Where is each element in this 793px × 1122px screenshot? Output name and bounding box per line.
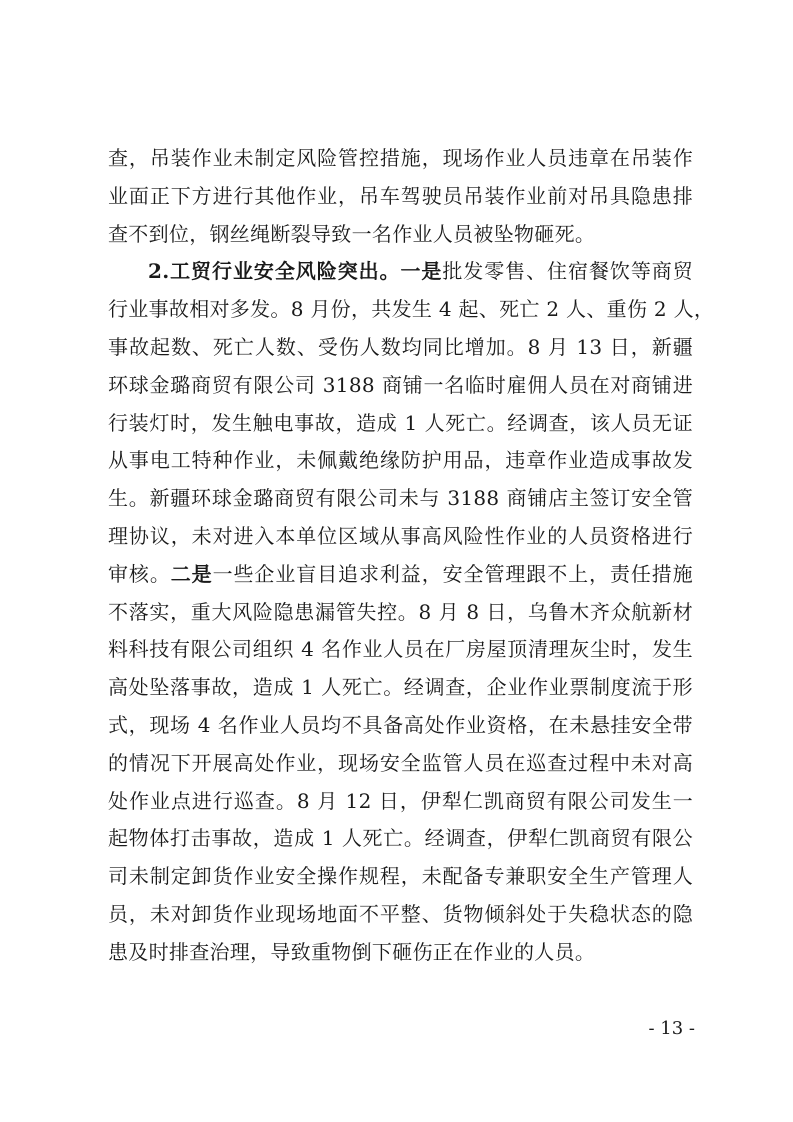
text-line: 处作业点进行巡查。8 月 12 日，伊犁仁凯商贸有限公司发生一 [108,788,693,813]
paragraph-2 [108,253,715,971]
text-line: 从事电工特种作业，未佩戴绝缘防护用品，违章作业造成事故发 [108,448,693,473]
text-line: 行业事故相对多发。8 月份，共发生 4 起、死亡 2 人、重伤 2 人， [108,297,715,322]
paragraph-1 [108,140,693,253]
text-line: 查不到位，钢丝绳断裂导致一名作业人员被坠物砸死。 [108,221,596,246]
section-heading: 2.工贸行业安全风险突出。 [148,259,401,284]
text-line: 理协议，未对进入本单位区域从事高风险性作业的人员资格进行 [108,523,693,548]
text-line: 事故起数、死亡人数、受伤人数均同比增加。8 月 13 日，新疆 [108,334,693,359]
text-line: 的情况下开展高处作业，现场安全监管人员在巡查过程中未对高 [108,750,693,775]
text-line: 起物体打击事故，造成 1 人死亡。经调查，伊犁仁凯商贸有限公 [108,826,693,851]
page-number: - 13 - [648,1018,695,1039]
text-line: 料科技有限公司组织 4 名作业人员在厂房屋顶清理灰尘时，发生 [108,637,693,662]
text-line: 生。新疆环球金璐商贸有限公司未与 3188 商铺店主签订安全管 [108,486,693,511]
text-line: 业面正下方进行其他作业，吊车驾驶员吊装作业前对吊具隐患排 [108,183,693,208]
point-label-first: 一是 [400,259,443,284]
text-line: 患及时排查治理，导致重物倒下砸伤正在作业的人员。 [108,939,596,964]
text-segment: 审核。 [108,561,171,586]
text-line: 环球金璐商贸有限公司 3188 商铺一名临时雇佣人员在对商铺进 [108,372,693,397]
text-line: 式，现场 4 名作业人员均不具备高处作业资格，在未悬挂安全带 [108,712,693,737]
text-segment: 一些企业盲目追求利益，安全管理跟不上，责任措施 [212,561,693,586]
point-two-line [108,556,693,594]
text-line: 员，未对卸货作业现场地面不平整、货物倾斜处于失稳状态的隐 [108,901,693,926]
text-line: 高处坠落事故，造成 1 人死亡。经调查，企业作业票制度流于形 [108,675,693,700]
text-line: 行装灯时，发生触电事故，造成 1 人死亡。经调查，该人员无证 [108,410,693,435]
text-segment: 批发零售、住宿餐饮等商贸 [442,259,693,284]
paragraph-heading-line [108,253,693,291]
document-body [108,140,715,972]
text-line: 查，吊装作业未制定风险管控措施，现场作业人员违章在吊装作 [108,146,693,170]
text-line: 不落实，重大风险隐患漏管失控。8 月 8 日，乌鲁木齐众航新材 [108,599,693,624]
point-label-second: 二是 [170,561,213,586]
text-line: 司未制定卸货作业安全操作规程，未配备专兼职安全生产管理人 [108,864,693,889]
